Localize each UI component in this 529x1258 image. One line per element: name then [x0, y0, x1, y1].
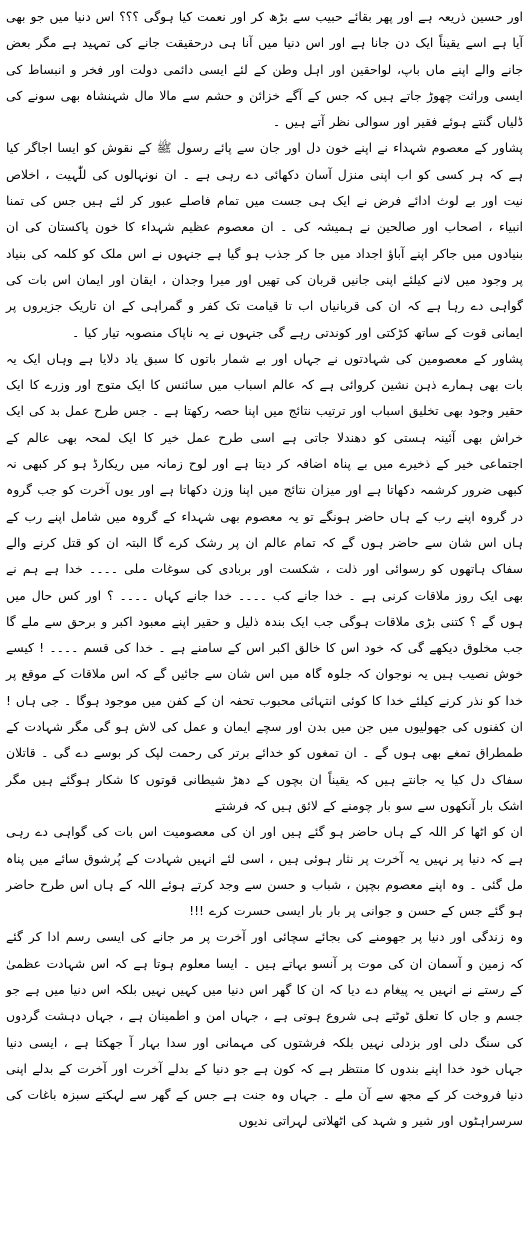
article-paragraph-2: پشاور کے معصوم شہداء نے اپنے خون دل اور جان سے پائے رسول ﷺ کے نقوش کو ایسا اجاگر کیا ہے کہ ہر کسی کو اب اپنی منزل آسان دکھائی دے رہی ہے ۔ ان نونہالوں کی للّٰہیت ، اخلاص نیت اور بے لوث ادائے فرض نے ایک ہی جست میں تمام فاصلے عبور کر لئے ہیں جس کی تمنا انبیاء ، اصحاب اور صالحین نے ہمیشہ کی ۔ ان معصوم عظیم شہداء کا خون پاکستان کی ان بنیادوں میں جاکر اپنے آباؤ اجداد میں جا کر جذب ہو گیا ہے جنہوں نے اس ملک کو کلمہ کی بنیاد پر وجود میں لانے کیلئے اپنی جانیں قربان کی تھیں اور میرا وجدان ، ایقان اور ایمان اس بات کی گواہی دے رہا ہے کہ ان کی قربانیاں اب تا قیامت تک کفر و گمراہی کے ان تاریک جزیروں پر ایمانی قوت کے ساتھ کڑکتی اور کوندتی رہے گی جنہوں نے یہ ناپاک منصوبہ تیار کیا ۔ — [6, 140, 523, 340]
article-paragraph-4: ان کو اٹھا کر اللہ کے ہاں حاضر ہو گئے ہیں اور ان کی معصومیت اس بات کی گواہی دے رہی ہے کہ دنیا پر نہیں یہ آخرت پر نثار ہوئی ہیں ، اسی لئے انہیں شہادت کے پُرشوق سائے میں پناہ مل گئی ۔ وہ اپنے معصوم بچپن ، شباب و حسن سے وجد کرتے ہوئے اللہ کے ہاں اس طرح حاضر ہو گئے جس کے حسن و جوانی پر بار بار ایسی حسرت کرے !!! — [6, 824, 523, 919]
article-paragraph-3: پشاور کے معصومین کی شہادتوں نے جہاں اور بے شمار باتوں کا سبق یاد دلایا ہے وہاں ایک یہ بات بھی ہمارے ذہن نشین کروائی ہے کہ عالم اسباب میں سائنس کا ایک متوج اور وزرے کا ایک حقیر وجود بھی تخلیق اسباب اور ترتیب نتائج میں اپنا حصہ رکھتا ہے ۔ جس طرح عمل بد کی ایک خراش بھی آئینہ ہستی کو دھندلا جاتی ہے اسی طرح عمل خیر کا ایک لمحہ بھی عالم کے اجتماعی خیر کے ذخیرے میں بے پناہ اضافہ کر دیتا ہے اور لوح زمانہ میں ریکارڈ ہو کر کبھی نہ کبھی ضرور کرشمہ دکھاتا ہے اور میزان نتائج میں اپنا وزن دکھاتا ہے اور یوں آخرت کو جب گروہ در گروہ اپنے رب کے ہاں حاضر ہونگے تو یہ معصوم بھی شہداء کے گروہ میں شامل اپنے رب کے ہاں اس شان سے حاضر ہوں گے کہ تمام عالم ان پر رشک کرے گا البتہ ان کو قتل کرنے والے سفاک ہاتھوں کو رسوائی اور ذلت ، شکست اور بربادی کی سوغات ملی ۔۔۔۔ خدا ہے ہم نے بھی ایک روز ملاقات کرنی ہے ۔ خدا جانے کب ۔۔۔۔ خدا جانے کہاں ۔۔۔۔ ؟ اور کس حال میں ہوں گے ؟ کتنی بڑی ملاقات ہوگی جب ایک بندہ ذلیل و حقیر اپنے معبود اکبر و برحق سے ملے گا جب مخلوق دیکھے گی کہ خود اس کا خالق اکبر اس کے سامنے ہے ۔ خدا کی قسم ۔۔۔۔ ! کیسے خوش نصیب ہیں یہ نوجوان کہ جلوہ گاہ میں اس شان سے جائیں گے کہ اس ملاقات کے موقع پر خدا کو نذر کرنے کیلئے خدا کا کوئی انتہائی محبوب تحفہ ان کے کفن میں موجود ہوگا ۔ جی ہاں ! ان کفنوں کی جھولیوں میں جن میں بدن اور سچے ایمان و عمل کی لاش ہو گی مگر شہادت کے طمطراق تمغے بھی ہوں گے ۔ ان تمغوں کو خدائے برتر کی رحمت لپک کر بوسے دے گی ۔ قاتلان سفاک دل کیا یہ جانتے ہیں کہ یقیناً ان بچوں کے دھڑ شیطانی قوتوں کا شکار ہوگئے ہیں مگر اشک بار آنکھوں سے سو بار چومنے کے لائق ہیں کہ فرشتے — [6, 350, 523, 813]
article-paragraph-1: اور حسین ذریعہ ہے اور پھر بقائے حبیب سے بڑھ کر اور نعمت کیا ہوگی ؟؟؟ اس دنیا میں جو بھی آیا ہے اسے یقیناً ایک دن جانا ہے اور اس دنیا میں آنا ہی درحقیقت جانے کی تمہید ہے مگر بعض جانے والے اپنے ماں باپ، لواحقین اور اہل وطن کے لئے ایسی دائمی دولت اور فخر و انبساط کی ایسی وراثت چھوڑ جاتے ہیں کہ جس کے آگے خزائن و حشم سے مالا مال شہنشاہ بھی سونے کی ڈلیاں گنتے ہوئے فقیر اور سوالی نظر آتے ہیں ۔ — [6, 9, 523, 130]
article-paragraph-5: وہ زندگی اور دنیا پر جھومنے کی بجائے سچائی اور آخرت پر مر جانے کی ایسی رسم ادا کر گئے کہ زمین و آسمان ان کی موت پر آنسو بہاتے ہیں ۔ ایسا معلوم ہوتا ہے کہ اس شہادت عظمیٰ کے رستے نے انہیں یہ پیغام دے دیا کہ ان کا گھر اس دنیا میں کہیں نہیں بلکہ اس دنیا میں ہے جو جسم و جاں کا تعلق ٹوٹتے ہی شروع ہوتی ہے ، جہاں امن و اطمینان ہے ، جہاں دہشت گردوں کی سنگ دلی اور بزدلی نہیں بلکہ فرشتوں کی مہمانی اور سدا بہار آ جھکتا ہے ، ایسی دنیا جہاں خود خدا اپنے بندوں کا منتظر ہے کہ کون ہے جو دنیا کے بدلے آخرت اور آخرت کے بدلے اپنی دنیا فروخت کر کے مجھ سے آن ملے ۔ جہاں وہ جنت ہے جس کے گھر سے لہکتے سبزہ باغات کی سرسراہٹوں اور شیر و شہد کی اٹھلاتی لہراتی ندیوں — [6, 929, 523, 1129]
